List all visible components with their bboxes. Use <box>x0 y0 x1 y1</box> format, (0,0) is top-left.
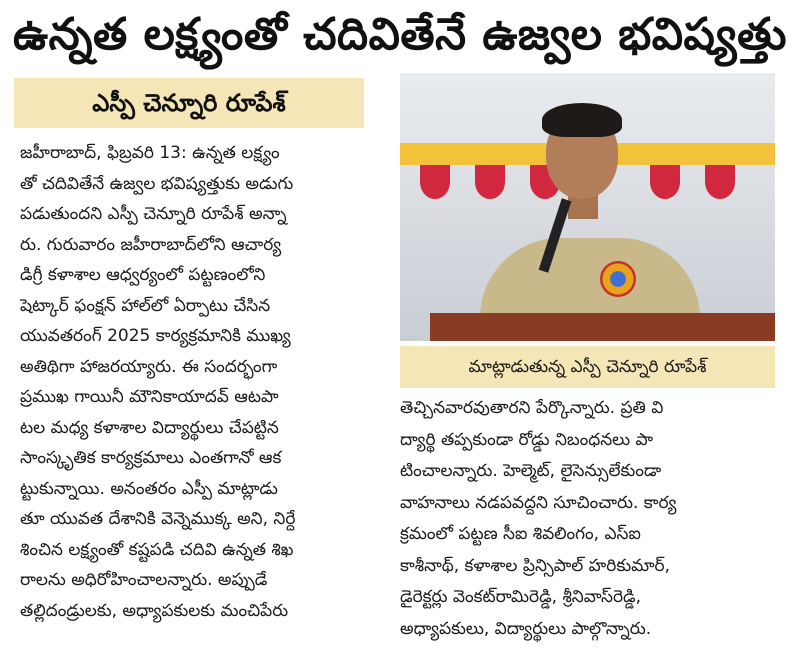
photo-speaker-hair <box>542 103 622 137</box>
article-text-line: శించిన లక్ష్యంతో కష్టపడి చదివి ఉన్నత శిఖ <box>20 539 294 560</box>
article-text-line: ప్రముఖ గాయినీ మౌనికాయాదవ్ ఆటపా <box>20 387 279 407</box>
article-text-line: తూ యువత దేశానికి వెన్నెముక్క అని, నిర్దే <box>20 509 296 529</box>
photo-podium <box>430 313 775 341</box>
article-text-line: టల మధ్య కళాశాల విద్యార్థులు చేపట్టిన <box>20 417 279 438</box>
article-text-line: అతిథిగా హాజరయ్యారు. ఈ సందర్భంగా <box>20 356 278 377</box>
article-text-line: పడుతుందని ఎస్పీ చెన్నూరి రూపేశ్ అన్నా <box>20 204 287 224</box>
article-text-line: రు. గురువారం జహీరాబాద్‌లోని ఆచార్య <box>20 234 282 255</box>
photo-rosette-badge <box>600 261 636 297</box>
article-right-column <box>400 393 775 658</box>
photo-drape <box>420 165 450 199</box>
article-text-line: సాంస్కృతిక కార్యక్రమాలు ఎంతగానో ఆక <box>20 448 282 468</box>
photo-drape <box>475 165 505 199</box>
article-left-column <box>20 138 370 658</box>
photo-drape <box>705 165 735 199</box>
photo-caption: మాట్లాడుతున్న ఎస్పీ చెన్నూరి రూపేశ్ <box>400 346 775 388</box>
article-text-line: తల్లిదండ్రులకు, అధ్యాపకులకు మంచిపేరు <box>20 600 289 621</box>
article-text-line: క్రమంలో పట్టణ సీఐ శివలింగం, ఎస్ఐ <box>400 524 641 544</box>
article-text-line: డిగ్రీ కళాశాల ఆధ్వర్యంలో పట్టణంలోని <box>20 265 266 285</box>
photo-drape <box>650 165 680 199</box>
article-text-line: డైరెక్టర్లు వెంకట్‌రామిరెడ్డి, శ్రీనివాస్‌రెడ్డి, <box>400 587 642 607</box>
headline: ఉన్నత లక్ష్యంతో చదివితేనే ఉజ్వల భవిష్యత్తు <box>12 9 788 60</box>
article-text-line: తెచ్చినవారవుతారని పేర్కొన్నారు. ప్రతి వి <box>400 398 664 418</box>
article-text-line: యువతరంగ్ 2025 కార్యక్రమానికి ముఖ్య <box>20 326 291 346</box>
article-text-line: కాశీనాథ్, కళాశాల ప్రిన్సిపాల్ హరికుమార్, <box>400 555 670 576</box>
subheading-byline: ఎస్పీ చెన్నూరి రూపేశ్ <box>14 78 364 128</box>
article-text-line: ద్యార్థి తప్పకుండా రోడ్డు నిబంధనలు పా <box>400 429 654 450</box>
article-text-line: అధ్యాపకులు, విద్యార్థులు పాల్గొన్నారు. <box>400 618 652 639</box>
article-text-line: ట్టుకున్నాయి. అనంతరం ఎస్పీ మాట్లాడు <box>20 478 278 499</box>
article-text-line: షెట్కార్ ఫంక్షన్ హాల్‌లో ఏర్పాటు చేసిన <box>20 295 271 316</box>
article-photo <box>400 73 775 341</box>
article-text-line: రాలను అధిరోహించాలన్నారు. అప్పుడే <box>20 570 268 590</box>
article-text-line: జహీరాబాద్, ఫిబ్రవరి 13: ఉన్నత లక్ష్యం <box>20 143 280 163</box>
article-text-line: తో చదివితేనే ఉజ్వల భవిష్యత్తుకు అడుగు <box>20 173 294 194</box>
article-text-line: టించాలన్నారు. హెల్మెట్, లైసెన్సులేకుండా <box>400 461 662 481</box>
article-text-line: వాహనాలు నడపవద్దని సూచించారు. కార్య <box>400 492 677 513</box>
